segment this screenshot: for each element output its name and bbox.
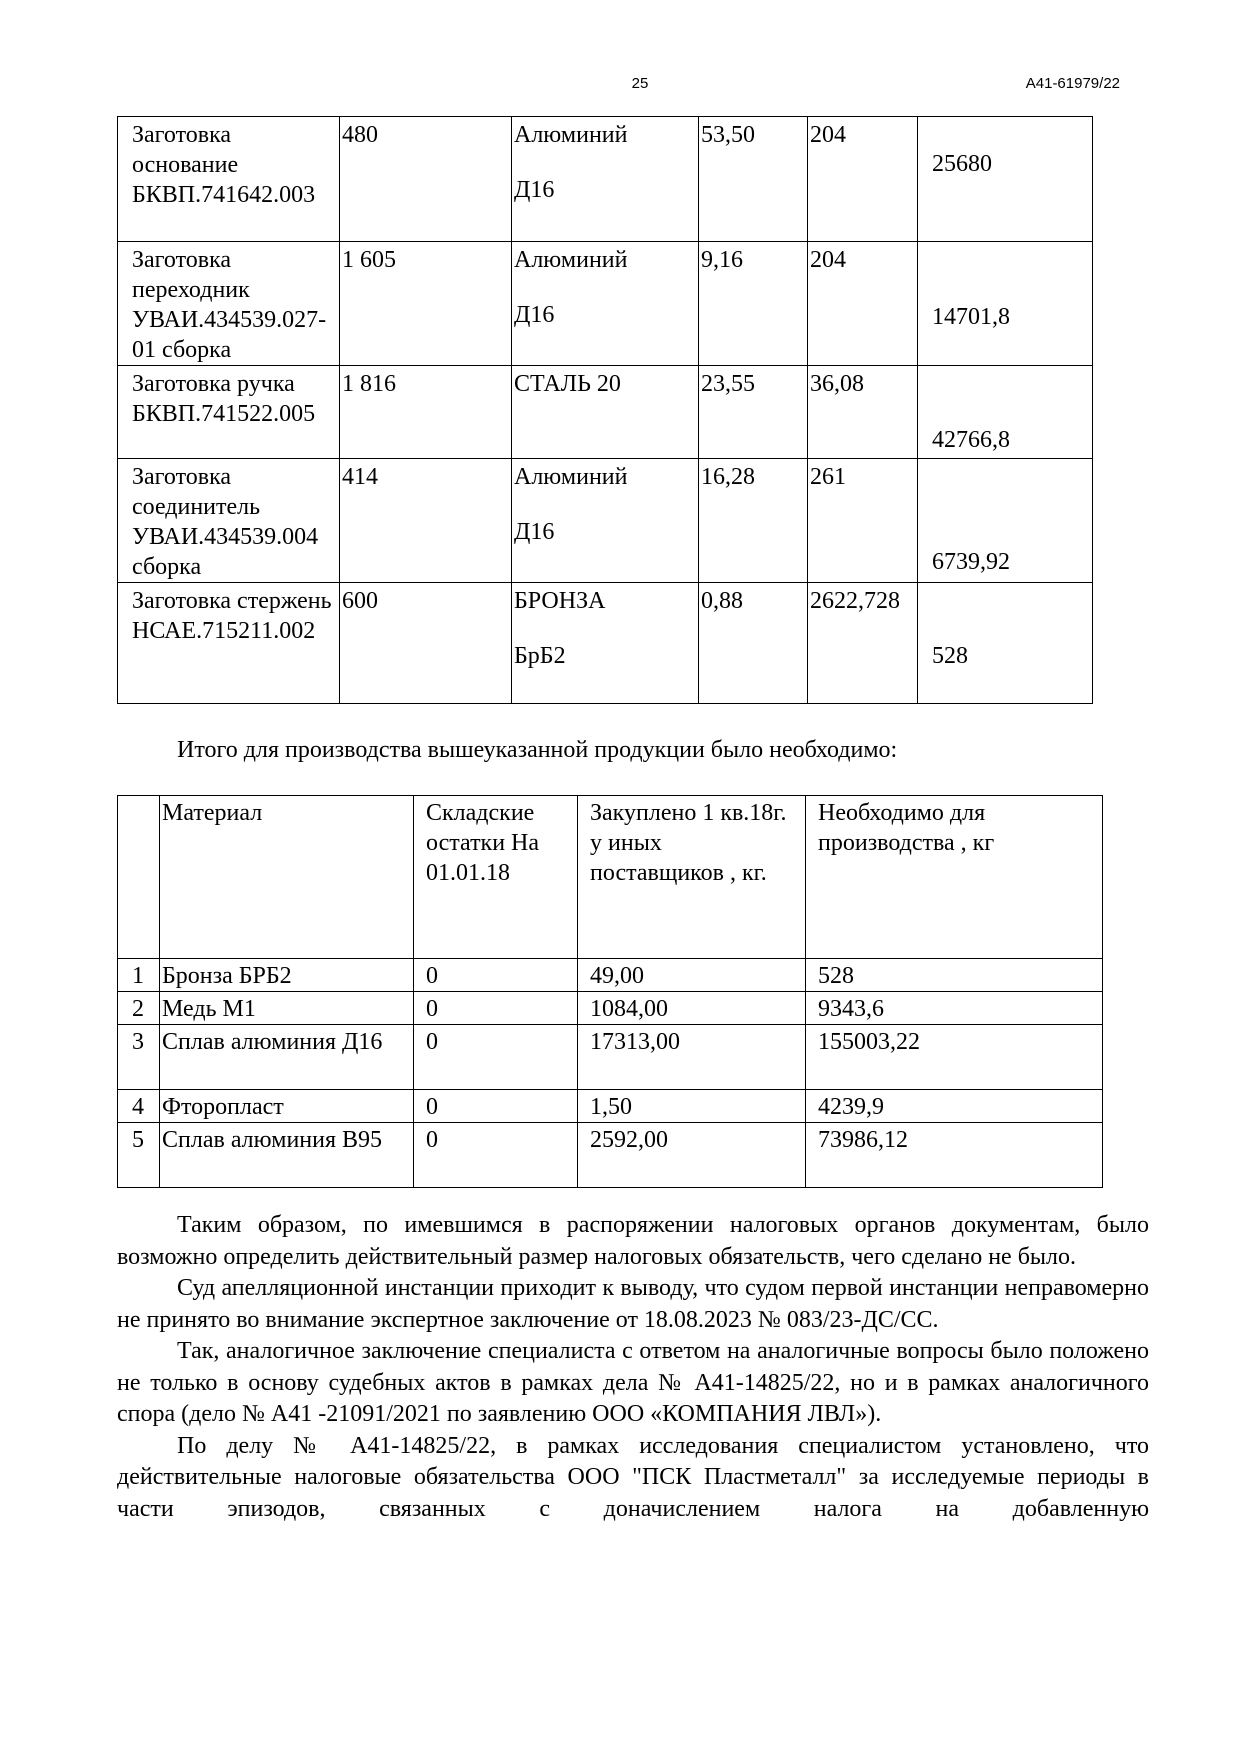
blank-material	[512, 366, 699, 459]
blank-price: 204	[808, 242, 918, 366]
materials-table	[117, 795, 1103, 1188]
table-row	[118, 459, 1093, 583]
blank-qty: 600	[340, 583, 512, 704]
row-stock: 0	[414, 1090, 578, 1123]
blank-name: Заготовка основание БКВП.741642.003	[118, 117, 340, 242]
material-line-2: Д16	[514, 519, 555, 545]
material-line-1: Алюминий	[514, 464, 628, 490]
row-number: 4	[118, 1090, 160, 1123]
table-row	[118, 992, 1103, 1025]
header-stock: Складские остатки На 01.01.18	[414, 796, 578, 959]
table-header-row	[118, 796, 1103, 959]
page-number: 25	[631, 75, 649, 92]
blank-price: 204	[808, 117, 918, 242]
row-needed: 9343,6	[806, 992, 1103, 1025]
row-number: 5	[118, 1123, 160, 1188]
header-bought: Закуплено 1 кв.18г. у иных поставщиков , кг.	[578, 796, 806, 959]
blank-material	[512, 242, 699, 366]
table-row	[118, 1025, 1103, 1090]
material-line-2: БрБ2	[514, 643, 566, 669]
row-bought: 17313,00	[578, 1025, 806, 1090]
table-row	[118, 366, 1093, 459]
material-line-2: Д16	[514, 302, 555, 328]
row-bought: 49,00	[578, 959, 806, 992]
paragraph: Суд апелляционной инстанции приходит к выводу, что судом первой инстанции неправомерно не принято во внимание экспертное заключение от 18.08.2023 № 083/23-ДС/СС.	[117, 1275, 1149, 1333]
blank-qty: 1 816	[340, 366, 512, 459]
table-row	[118, 1090, 1103, 1123]
row-material: Сплав алюминия В95	[160, 1123, 414, 1188]
blank-price: 2622,728	[808, 583, 918, 704]
blank-total	[918, 459, 1093, 583]
header-needed: Необходимо для производства , кг	[806, 796, 1103, 959]
paragraph: По делу № А41-14825/22, в рамках исследования специалистом установлено, что действительные налоговые обязательства ООО "ПСК Пластметалл" за исследуемые периоды в части эпизодов, связанных с доначислением налога на добавленную	[117, 1432, 1149, 1522]
row-stock: 0	[414, 1025, 578, 1090]
paragraph: Так, аналогичное заключение специалиста с ответом на аналогичные вопросы было положено не только в основу судебных актов в рамках дела № А41-14825/22, но и в рамках аналогичного спора (дело № А41 -21091/2021 по заявлению ООО «КОМПАНИЯ ЛВЛ»).	[117, 1338, 1149, 1427]
blank-weight: 23,55	[699, 366, 808, 459]
row-bought: 1,50	[578, 1090, 806, 1123]
total-value: 25680	[932, 151, 992, 177]
row-material: Бронза БРБ2	[160, 959, 414, 992]
row-needed: 4239,9	[806, 1090, 1103, 1123]
header-material: Материал	[160, 796, 414, 959]
blank-total	[918, 117, 1093, 242]
row-number: 2	[118, 992, 160, 1025]
case-number: А41-61979/22	[1025, 75, 1120, 92]
total-value: 14701,8	[932, 304, 1010, 330]
table-row	[118, 242, 1093, 366]
total-value: 42766,8	[932, 427, 1010, 453]
blank-name: Заготовка ручка БКВП.741522.005	[118, 366, 340, 459]
blank-price: 36,08	[808, 366, 918, 459]
blank-total	[918, 366, 1093, 459]
table-row	[118, 117, 1093, 242]
blank-name: Заготовка стержень НСАЕ.715211.002	[118, 583, 340, 704]
row-material: Медь М1	[160, 992, 414, 1025]
header-number	[118, 796, 160, 959]
table-row	[118, 1123, 1103, 1188]
material-line-2: Д16	[514, 177, 555, 203]
blank-material	[512, 459, 699, 583]
blank-qty: 414	[340, 459, 512, 583]
blanks-table	[117, 116, 1093, 704]
table-row	[118, 959, 1103, 992]
row-stock: 0	[414, 1123, 578, 1188]
row-bought: 2592,00	[578, 1123, 806, 1188]
row-bought: 1084,00	[578, 992, 806, 1025]
row-needed: 155003,22	[806, 1025, 1103, 1090]
blank-weight: 9,16	[699, 242, 808, 366]
blank-name: Заготовка соединитель УВАИ.434539.004 сборка	[118, 459, 340, 583]
paragraph: Таким образом, по имевшимся в распоряжении налоговых органов документам, было возможно определить действительный размер налоговых обязательств, чего сделано не было.	[117, 1212, 1149, 1270]
material-line-1: Алюминий	[514, 122, 628, 148]
blank-weight: 16,28	[699, 459, 808, 583]
body-text	[117, 1210, 1149, 1525]
summary-intro: Итого для производства вышеуказанной продукции было необходимо:	[177, 737, 898, 763]
blank-material	[512, 583, 699, 704]
blank-weight: 0,88	[699, 583, 808, 704]
blank-total	[918, 583, 1093, 704]
row-number: 3	[118, 1025, 160, 1090]
blank-weight: 53,50	[699, 117, 808, 242]
row-stock: 0	[414, 959, 578, 992]
row-needed: 73986,12	[806, 1123, 1103, 1188]
blank-total	[918, 242, 1093, 366]
row-stock: 0	[414, 992, 578, 1025]
table-row	[118, 583, 1093, 704]
material-line-1: Алюминий	[514, 247, 628, 273]
total-value: 528	[932, 643, 968, 669]
blank-material	[512, 117, 699, 242]
material-line-1: БРОНЗА	[514, 588, 606, 614]
blank-qty: 1 605	[340, 242, 512, 366]
blank-name: Заготовка переходник УВАИ.434539.027-01 сборка	[118, 242, 340, 366]
row-number: 1	[118, 959, 160, 992]
row-needed: 528	[806, 959, 1103, 992]
blank-qty: 480	[340, 117, 512, 242]
total-value: 6739,92	[932, 549, 1010, 575]
blank-price: 261	[808, 459, 918, 583]
row-material: Фторопласт	[160, 1090, 414, 1123]
material-line-1: СТАЛЬ 20	[514, 371, 621, 397]
row-material: Сплав алюминия Д16	[160, 1025, 414, 1090]
